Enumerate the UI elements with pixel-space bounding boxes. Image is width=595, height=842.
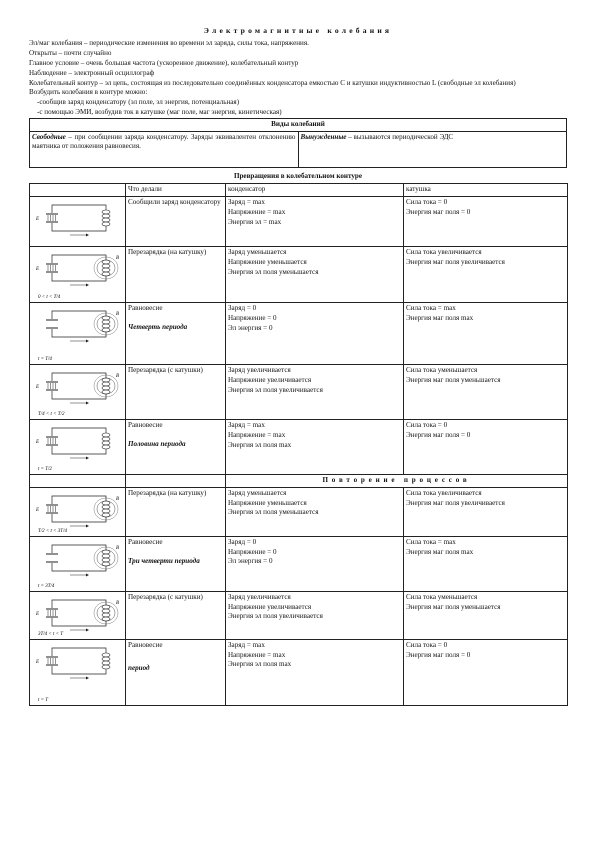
action-text: Равновесие — [128, 640, 163, 649]
capacitor-state: Напряжение = 0 — [228, 547, 277, 556]
capacitor-state: Напряжение увеличивается — [228, 375, 312, 384]
coil-state: Энергия маг поля max — [406, 313, 474, 322]
period-label: Четверть периода — [128, 322, 188, 331]
action-cell — [126, 365, 226, 420]
capacitor-state: Напряжение = max — [228, 650, 286, 659]
process-row — [30, 536, 568, 591]
coil-state: Энергия маг поля увеличивается — [406, 498, 505, 507]
action-text: Равновесие — [128, 304, 163, 313]
capacitor-state: Эл энергия = 0 — [228, 557, 273, 566]
coil-cell — [404, 365, 568, 420]
time-label: t = 3T/4 — [38, 583, 55, 589]
coil-state: Энергия маг поля = 0 — [406, 430, 471, 439]
free-term: Свободные — [32, 132, 66, 141]
coil-state: Энергия маг поля уменьшается — [406, 602, 501, 611]
forced-text: – вызываются периодической ЭДС — [346, 132, 454, 141]
intro-line: Главное условие – очень большая частота (ускоренное движение), колебательный контур — [29, 59, 299, 68]
intro-line: -сообщив заряд конденсатору (эл поле, эл энергия, потенциальная) — [37, 98, 240, 107]
intro-line: -с помощью ЭМИ, возбудив ток в катушке (маг поле, маг энергия, кинетическая) — [37, 107, 282, 116]
coil-state: Энергия маг поля max — [406, 547, 474, 556]
action-text: Перезарядка (с катушки) — [128, 592, 203, 601]
capacitor-state: Энергия эл поля увеличивается — [228, 612, 323, 621]
capacitor-state: Заряд = max — [228, 198, 265, 207]
repeat-label: Повторение процессов — [226, 475, 568, 488]
field-label-b: B — [116, 600, 120, 606]
action-cell — [126, 591, 226, 639]
capacitor-state: Заряд увеличивается — [228, 366, 291, 375]
capacitor-state: Энергия эл поля max — [228, 440, 292, 449]
coil-state: Энергия маг поля уменьшается — [406, 375, 501, 384]
process-row — [30, 639, 568, 705]
time-label: T/4 < t < T/2 — [38, 412, 65, 418]
capacitor-state: Заряд = max — [228, 640, 265, 649]
coil-state: Сила тока увеличивается — [406, 248, 482, 257]
circuit-figure — [30, 197, 126, 247]
coil-state: Энергия маг поля = 0 — [406, 650, 471, 659]
capacitor-state: Энергия эл поля уменьшается — [228, 267, 319, 276]
time-label: t = T — [38, 697, 49, 703]
repeat-action-cell — [126, 475, 226, 488]
column-header: Что делали — [126, 184, 226, 197]
circuit-figure — [30, 639, 126, 705]
field-label-e: E — [36, 611, 40, 617]
process-row — [30, 197, 568, 247]
capacitor-state: Энергия эл поля max — [228, 660, 292, 669]
repeat-row — [30, 475, 568, 488]
process-header-row — [30, 184, 568, 197]
process-row — [30, 591, 568, 639]
process-row — [30, 365, 568, 420]
action-cell — [126, 639, 226, 705]
document-page — [29, 26, 567, 706]
circuit-figure — [30, 487, 126, 536]
action-text: Сообщили заряд конденсатору — [128, 198, 221, 207]
period-label: Половина периода — [128, 439, 186, 448]
circuit-figure — [30, 365, 126, 420]
coil-cell — [404, 487, 568, 536]
oscillation-types-table — [29, 118, 567, 168]
process-row — [30, 247, 568, 303]
process-header: Превращения в колебательном контуре — [233, 171, 363, 180]
capacitor-cell — [226, 536, 404, 591]
action-text: Равновесие — [128, 421, 163, 430]
free-text: – при сообщении заряда конденсатору. Заряды эквивалентен отклонению маятника от положения равновесия. — [32, 132, 296, 151]
circuit-figure — [30, 420, 126, 475]
capacitor-state: Напряжение = max — [228, 430, 286, 439]
capacitor-state: Заряд = max — [228, 421, 265, 430]
action-text: Перезарядка (с катушки) — [128, 366, 203, 375]
circuit-figure — [30, 536, 126, 591]
coil-state: Сила тока = 0 — [406, 421, 448, 430]
capacitor-state: Заряд = 0 — [228, 304, 257, 313]
process-table — [29, 183, 568, 706]
intro-line: Колебательный контур – эл цепь, состоящая из последовательно соединённых конденсатора емкостью C и катушки индуктивностью L (свободные эл колебания) — [29, 78, 516, 87]
action-text: Равновесие — [128, 537, 163, 546]
capacitor-state: Напряжение уменьшается — [228, 498, 307, 507]
intro-line: Открыты – почти случайно — [29, 49, 112, 58]
coil-state: Сила тока уменьшается — [406, 592, 478, 601]
circuit-figure — [30, 303, 126, 365]
capacitor-cell — [226, 365, 404, 420]
capacitor-state: Заряд увеличивается — [228, 592, 291, 601]
intro-line: Возбудить колебания в контуре можно: — [29, 88, 148, 97]
field-label-b: B — [116, 496, 120, 502]
coil-state: Сила тока = max — [406, 304, 456, 313]
capacitor-state: Напряжение = max — [228, 207, 286, 216]
coil-state: Энергия маг поля = 0 — [406, 207, 471, 216]
coil-state: Сила тока увеличивается — [406, 488, 482, 497]
action-text: Перезарядка (на катушку) — [128, 488, 207, 497]
coil-cell — [404, 591, 568, 639]
action-cell — [126, 420, 226, 475]
action-cell — [126, 197, 226, 247]
period-label: Три четверти периода — [128, 556, 200, 565]
capacitor-state: Энергия эл поля уменьшается — [228, 508, 319, 517]
action-cell — [126, 303, 226, 365]
capacitor-cell — [226, 420, 404, 475]
period-label: период — [128, 663, 150, 672]
time-label: t = T/2 — [38, 467, 52, 473]
types-header: Виды колебаний — [30, 118, 567, 131]
capacitor-state: Заряд = 0 — [228, 537, 257, 546]
capacitor-cell — [226, 639, 404, 705]
field-label-e: E — [36, 217, 40, 223]
capacitor-cell — [226, 197, 404, 247]
capacitor-state: Эл энергия = 0 — [228, 323, 273, 332]
coil-state: Сила тока = max — [406, 537, 456, 546]
field-label-b: B — [116, 374, 120, 380]
column-header: конденсатор — [226, 184, 404, 197]
coil-state: Сила тока уменьшается — [406, 366, 478, 375]
field-label-e: E — [36, 267, 40, 273]
action-cell — [126, 247, 226, 303]
field-label-e: E — [36, 440, 40, 446]
capacitor-state: Заряд уменьшается — [228, 248, 287, 257]
capacitor-cell — [226, 303, 404, 365]
coil-state: Энергия маг поля увеличивается — [406, 257, 505, 266]
process-row — [30, 303, 568, 365]
free-oscillations-cell — [30, 131, 299, 167]
repeat-figure-cell — [30, 475, 126, 488]
field-label-b: B — [116, 545, 120, 551]
coil-cell — [404, 303, 568, 365]
circuit-figure — [30, 247, 126, 303]
intro-block — [29, 39, 567, 117]
coil-cell — [404, 536, 568, 591]
intro-line: Эл/маг колебания – периодические изменения во времени эл заряда, силы тока, напряжения. — [29, 39, 309, 48]
figure-header-cell — [30, 184, 126, 197]
field-label-e: E — [36, 507, 40, 513]
circuit-figure — [30, 591, 126, 639]
coil-state: Сила тока = 0 — [406, 640, 448, 649]
time-label: 0 < t < T/4 — [38, 295, 61, 301]
coil-state: Сила тока = 0 — [406, 198, 448, 207]
column-header: катушка — [404, 184, 568, 197]
capacitor-cell — [226, 487, 404, 536]
forced-oscillations-cell — [298, 131, 567, 167]
capacitor-state: Напряжение увеличивается — [228, 602, 312, 611]
field-label-b: B — [116, 256, 120, 262]
forced-term: Вынужденные — [300, 132, 347, 141]
process-row — [30, 487, 568, 536]
intro-line: Наблюдение – электронный осциллограф — [29, 68, 155, 77]
field-label-e: E — [36, 659, 40, 665]
field-label-b: B — [116, 312, 120, 318]
field-label-e: E — [36, 385, 40, 391]
capacitor-state: Заряд уменьшается — [228, 488, 287, 497]
capacitor-state: Напряжение = 0 — [228, 313, 277, 322]
coil-cell — [404, 420, 568, 475]
capacitor-state: Напряжение уменьшается — [228, 257, 307, 266]
coil-cell — [404, 197, 568, 247]
capacitor-cell — [226, 247, 404, 303]
time-label: t = T/4 — [38, 357, 52, 363]
capacitor-state: Энергия эл = max — [228, 217, 282, 226]
action-cell — [126, 536, 226, 591]
process-row — [30, 420, 568, 475]
time-label: 3T/4 < t < T — [38, 631, 64, 637]
action-text: Перезарядка (на катушку) — [128, 248, 207, 257]
page-title: Электромагнитные колебания — [203, 26, 393, 35]
capacitor-state: Энергия эл поля увеличивается — [228, 385, 323, 394]
time-label: T/2 < t < 3T/4 — [38, 528, 67, 534]
coil-cell — [404, 247, 568, 303]
coil-cell — [404, 639, 568, 705]
capacitor-cell — [226, 591, 404, 639]
action-cell — [126, 487, 226, 536]
